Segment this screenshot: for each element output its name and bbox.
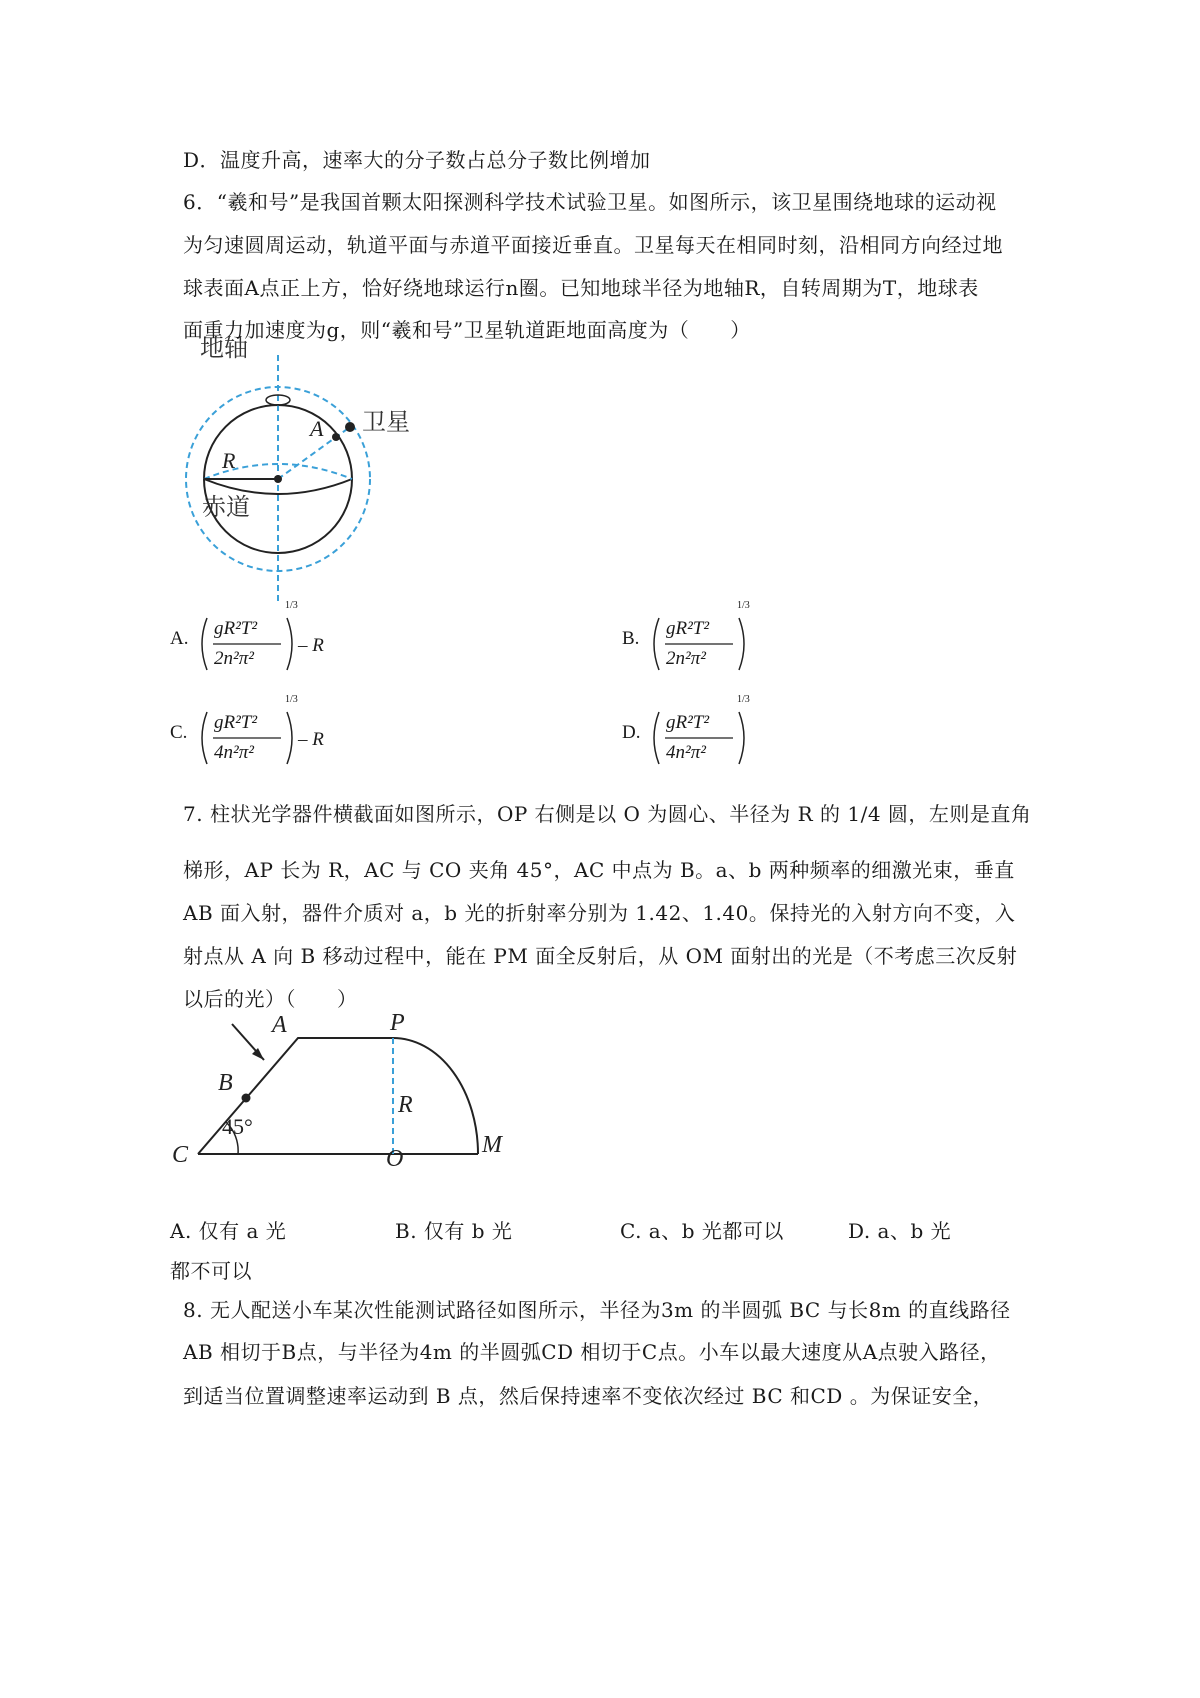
q7-line-1: 7. 柱状光学器件横截面如图所示，OP 右侧是以 O 为圆心、半径为 R 的 1/4 圆，左则是直角 — [183, 802, 1032, 826]
label-b: B — [218, 1070, 233, 1096]
equator-label: 赤道 — [202, 493, 250, 521]
option-c-numerator: gR²T² — [214, 712, 258, 733]
label-o: O — [386, 1146, 404, 1172]
q7-option-d: D. a、b 光 — [848, 1219, 952, 1243]
option-a-denominator: 2n²π² — [214, 648, 254, 669]
q8-line-2: AB 相切于B点，与半径为4m 的半圆弧CD 相切于C点。小车以最大速度从A点驶入路径， — [183, 1340, 1001, 1364]
option-d-denominator: 4n²π² — [666, 742, 706, 763]
option-a-tail: – R — [298, 635, 324, 656]
label-p: P — [390, 1010, 405, 1036]
label-a: A — [272, 1012, 287, 1038]
q8-line-3: 到适当位置调整速率运动到 B 点，然后保持速率不变依次经过 BC 和CD 。为保证安全， — [183, 1384, 994, 1408]
point-a-label: A — [310, 416, 324, 441]
option-b-exponent: 1/3 — [737, 600, 750, 611]
q6-line-1: 6．“羲和号”是我国首颗太阳探测科学技术试验卫星。如图所示，该卫星围绕地球的运动视 — [183, 190, 997, 214]
axis-label: 地轴 — [200, 334, 248, 362]
option-c-label: C. — [170, 722, 188, 743]
q5-option-d: D．温度升高，速率大的分子数占总分子数比例增加 — [183, 148, 651, 172]
label-angle: 45° — [222, 1114, 253, 1139]
q8-line-1: 8. 无人配送小车某次性能测试路径如图所示，半径为3m 的半圆弧 BC 与长8m 的直线路径 — [183, 1298, 1011, 1322]
q7-option-c: C. a、b 光都可以 — [620, 1219, 784, 1243]
option-c-exponent: 1/3 — [285, 694, 298, 705]
satellite-label: 卫星 — [362, 408, 410, 436]
option-b-numerator: gR²T² — [666, 618, 710, 639]
option-b-label: B. — [622, 628, 640, 649]
label-r: R — [398, 1092, 413, 1118]
q7-option-a: A. 仅有 a 光 — [170, 1219, 287, 1243]
q7-line-5: 以后的光）（ ） — [183, 987, 358, 1011]
q6-line-2: 为匀速圆周运动，轨道平面与赤道平面接近垂直。卫星每天在相同时刻，沿相同方向经过地 — [183, 233, 1003, 257]
option-d-label: D. — [622, 722, 641, 743]
option-d-numerator: gR²T² — [666, 712, 710, 733]
option-a-label: A. — [170, 628, 189, 649]
q7-option-b: B. 仅有 b 光 — [395, 1219, 513, 1243]
earth-orbit-diagram — [170, 355, 410, 605]
q7-line-3: AB 面入射，器件介质对 a，b 光的折射率分别为 1.42、1.40。保持光的入射方向不变，入 — [183, 901, 1016, 925]
label-m: M — [482, 1132, 502, 1158]
q6-line-4: 面重力加速度为g，则“羲和号”卫星轨道距地面高度为（ ） — [183, 318, 751, 342]
q6-line-3: 球表面A点正上方，恰好绕地球运行n圈。已知地球半径为地轴R，自转周期为T，地球表 — [183, 276, 979, 300]
q7-line-2: 梯形，AP 长为 R，AC 与 CO 夹角 45°，AC 中点为 B。a、b 两种频率的细激光束，垂直 — [183, 858, 1015, 882]
option-c-tail: – R — [298, 729, 324, 750]
option-a-numerator: gR²T² — [214, 618, 258, 639]
label-c: C — [172, 1142, 189, 1168]
q7-line-4: 射点从 A 向 B 移动过程中，能在 PM 面全反射后，从 OM 面射出的光是（不考虑三次反射 — [183, 944, 1018, 968]
option-d-exponent: 1/3 — [737, 694, 750, 705]
option-a-exponent: 1/3 — [285, 600, 298, 611]
option-b-denominator: 2n²π² — [666, 648, 706, 669]
option-c-denominator: 4n²π² — [214, 742, 254, 763]
q7-option-d-continued: 都不可以 — [170, 1259, 252, 1283]
radius-label: R — [222, 448, 236, 473]
